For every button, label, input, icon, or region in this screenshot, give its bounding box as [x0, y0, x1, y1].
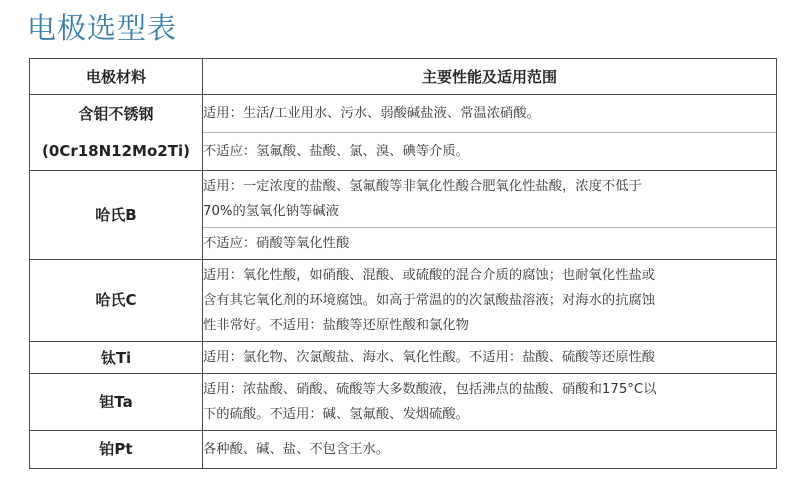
material-name: 钛Ti — [100, 348, 132, 367]
description-line: 含有其它氧化剂的环境腐蚀。如高于常温的的次氯酸盐溶液；对海水的抗腐蚀 — [203, 293, 656, 308]
performance-cell — [203, 431, 777, 469]
description-line: 性非常好。不适用：盐酸等还原性酸和氯化物 — [203, 318, 469, 333]
description-line: 各种酸、碱、盐、不包含王水。 — [203, 442, 390, 457]
description-line: 下的硫酸。不适用：碱、氢氟酸、发烟硫酸。 — [203, 407, 469, 422]
page-title: 电极选型表 — [27, 11, 178, 45]
performance-cell — [203, 374, 777, 431]
table-row — [30, 95, 777, 171]
performance-cell — [203, 260, 777, 342]
material-name: 钽Ta — [99, 392, 133, 411]
performance-cell — [203, 342, 777, 374]
material-cell — [30, 260, 203, 342]
electrode-selection-table — [29, 58, 777, 469]
header-material: 电极材料 — [30, 59, 203, 95]
table-row — [30, 260, 777, 342]
description-line: 不适应：硝酸等氧化性酸 — [203, 236, 350, 251]
table-row — [30, 342, 777, 374]
material-name: 铂Pt — [99, 440, 133, 458]
description-line: 不适应：氢氟酸、盐酸、氯、溴、碘等介质。 — [203, 144, 469, 159]
table-header-row — [30, 59, 777, 95]
performance-cell — [203, 171, 777, 260]
material-cell — [30, 431, 203, 469]
header-performance: 主要性能及适用范围 — [203, 59, 777, 95]
material-cell — [30, 171, 203, 260]
description-line: 适用：一定浓度的盐酸、氢氟酸等非氧化性酸合肥氧化性盐酸，浓度不低于 — [203, 179, 642, 194]
applicable-block — [203, 171, 776, 227]
material-name: 含钼不锈钢 — [78, 104, 154, 123]
material-cell — [30, 342, 203, 374]
description-line: 70%的氢氧化钠等碱液 — [203, 204, 339, 219]
table-row — [30, 431, 777, 469]
material-cell — [30, 95, 203, 171]
table-row — [30, 374, 777, 431]
applicable-block — [203, 374, 776, 430]
applicable-block — [203, 260, 776, 341]
not-applicable-block — [203, 132, 776, 170]
description-line: 适用：氯化物、次氯酸盐、海水、氧化性酸。不适用：盐酸、硫酸等还原性酸 — [203, 350, 656, 365]
material-name: 哈氏B — [95, 205, 137, 224]
material-name: 哈氏C — [95, 291, 137, 309]
description-line: 适用：氧化性酸，如硝酸、混酸、或硫酸的混合介质的腐蚀；也耐氧化性盐或 — [203, 268, 656, 283]
material-grade: (0Cr18N12Mo2Ti) — [42, 141, 190, 160]
applicable-block — [203, 342, 776, 373]
performance-cell — [203, 95, 777, 171]
material-cell — [30, 374, 203, 431]
description-line: 适用：生活/工业用水、污水、弱酸碱盐液、常温浓硝酸。 — [203, 106, 540, 121]
applicable-block — [203, 431, 776, 468]
description-line: 适用：浓盐酸、硝酸、硫酸等大多数酸液，包括沸点的盐酸、硝酸和175°C以 — [203, 382, 657, 397]
applicable-block — [203, 95, 776, 132]
table-row — [30, 171, 777, 260]
not-applicable-block — [203, 227, 776, 259]
